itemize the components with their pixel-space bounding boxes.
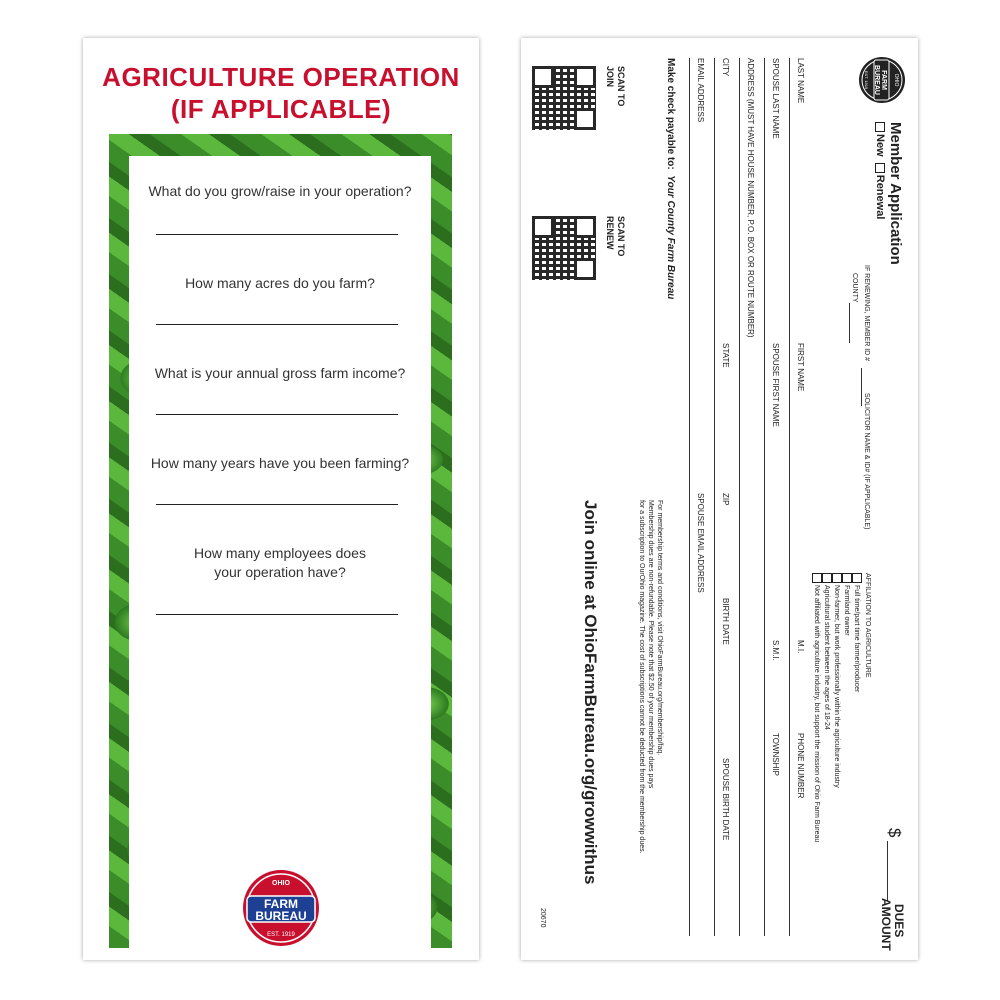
county-label: COUNTY (851, 273, 858, 303)
join-online-text: Join online at OhioFarmBureau.org/growwithus (581, 500, 600, 885)
question-employees-2: your operation have? (214, 564, 346, 580)
answer-line-employees[interactable] (156, 614, 398, 615)
check-payee: Your County Farm Bureau (665, 175, 676, 300)
svg-text:BUREAU: BUREAU (873, 65, 880, 95)
rotated-form (521, 38, 918, 960)
affiliation-option: Non-farmer, but work professionally within the agriculture industry (833, 585, 841, 788)
amount-label: AMOUNT (879, 898, 893, 951)
name-row-line[interactable] (789, 58, 790, 936)
scan-to-renew-line1: SCAN TO (616, 216, 626, 257)
city-row-line[interactable] (714, 58, 715, 936)
terms-line: Membership dues are non-refundable. Please note that $2.50 of your membership dues pays (647, 500, 654, 789)
member-application-heading: Member Application (887, 122, 904, 265)
phone-label: PHONE NUMBER (796, 733, 805, 799)
affiliation-checkbox[interactable] (832, 573, 842, 583)
new-checkbox[interactable] (875, 122, 885, 132)
spouse-first-name-label: SPOUSE FIRST NAME (771, 343, 780, 427)
svg-text:OHIO: OHIO (272, 880, 290, 887)
scan-to-join-qr-code[interactable] (532, 66, 596, 130)
question-years: How many years have you been farming? (150, 455, 410, 471)
solicitor-label: SOLICITOR NAME & ID# (IF APPLICABLE) (863, 393, 870, 530)
card-title-line2: (IF APPLICABLE) (170, 94, 392, 124)
questions-panel (129, 156, 431, 948)
renewal-checkbox[interactable] (875, 163, 885, 173)
scan-to-renew-label (604, 216, 626, 256)
scan-to-renew-line2: RENEW (605, 216, 615, 250)
mi-label: M.I. (796, 640, 805, 654)
check-payable-to (665, 58, 676, 299)
email-label: EMAIL ADDRESS (696, 58, 705, 123)
farm-bureau-logo-small (858, 56, 906, 104)
dollar-sign: $ (885, 828, 904, 838)
affiliation-checkbox[interactable] (812, 573, 822, 583)
scan-to-join-line1: SCAN TO (616, 66, 626, 107)
spouse-email-label: SPOUSE EMAIL ADDRESS (696, 493, 705, 593)
dues-label: DUES (892, 904, 906, 938)
township-label: TOWNSHIP (771, 733, 780, 776)
answer-line-acres[interactable] (156, 324, 398, 325)
terms-line: for a subscription to OurOhio magazine. The cost of subscriptions cannot be deducted from the membership dues. (638, 500, 645, 854)
city-label: CITY (721, 58, 730, 77)
scan-to-renew-qr-code[interactable] (532, 216, 596, 280)
membership-type (874, 122, 886, 219)
renewing-id-label: IF RENEWING, MEMBER ID # (863, 265, 870, 362)
spouse-birth-date-label: SPOUSE BIRTH DATE (721, 758, 730, 841)
zip-label: ZIP (721, 493, 730, 506)
form-code: 20670 (539, 908, 546, 928)
svg-text:EST. 1919: EST. 1919 (267, 932, 295, 938)
spouse-last-name-label: SPOUSE LAST NAME (771, 58, 780, 139)
affiliation-options (812, 573, 862, 842)
svg-text:EST. 1919: EST. 1919 (864, 70, 869, 90)
address-label: ADDRESS (MUST HAVE HOUSE NUMBER, P.O. BOX OR ROUTE NUMBER) (746, 58, 755, 338)
farm-bureau-logo (241, 868, 321, 948)
last-name-label: LAST NAME (796, 58, 805, 104)
renewing-id-line[interactable] (861, 368, 862, 406)
new-label: New (874, 134, 886, 157)
svg-text:BUREAU: BUREAU (255, 909, 307, 923)
answer-line-grow[interactable] (156, 234, 398, 235)
county-line[interactable] (849, 303, 850, 343)
scan-to-join-line2: JOIN (605, 66, 615, 88)
affiliation-checkbox[interactable] (852, 573, 862, 583)
affiliation-checkbox[interactable] (842, 573, 852, 583)
card-title-line1: AGRICULTURE OPERATION (102, 62, 460, 92)
address-row-line[interactable] (739, 58, 740, 936)
member-application-card (521, 38, 918, 960)
question-acres: How many acres do you farm? (185, 275, 375, 291)
svg-text:OHIO: OHIO (893, 73, 899, 87)
svg-text:FARM: FARM (264, 897, 298, 911)
dues-amount-line[interactable] (887, 841, 888, 901)
answer-line-income[interactable] (156, 414, 398, 415)
affiliation-title: AFFILIATION TO AGRICULTURE (864, 573, 871, 678)
svg-text:FARM: FARM (880, 70, 887, 90)
affiliation-option: Agricultural student between the ages of 18-24 (823, 585, 831, 730)
affiliation-option: Farmland owner (843, 585, 851, 636)
answer-line-years[interactable] (156, 504, 398, 505)
smi-label: S.M.I. (771, 640, 780, 661)
email-row-line[interactable] (689, 58, 690, 936)
affiliation-option: Not affiliated with agriculture industry, but support the mission of Ohio Farm Bureau (813, 585, 821, 843)
birth-date-label: BIRTH DATE (721, 598, 730, 645)
question-grow: What do you grow/raise in your operation? (148, 183, 412, 199)
question-income: What is your annual gross farm income? (154, 365, 406, 381)
state-label: STATE (721, 343, 730, 368)
affiliation-option: Full time/part time farmer/producer (853, 585, 861, 693)
question-employees-1: How many employees does (194, 545, 366, 561)
terms-line: For membership terms and conditions, visit OhioFarmBureau.org/membership/faq. (656, 500, 663, 756)
scan-to-join-label (604, 66, 626, 106)
renewal-label: Renewal (874, 174, 886, 220)
agriculture-operation-card (83, 38, 479, 960)
terms-text (637, 500, 664, 854)
first-name-label: FIRST NAME (796, 343, 805, 392)
affiliation-checkbox[interactable] (822, 573, 832, 583)
spouse-row-line[interactable] (764, 58, 765, 936)
check-label: Make check payable to: (665, 58, 676, 170)
